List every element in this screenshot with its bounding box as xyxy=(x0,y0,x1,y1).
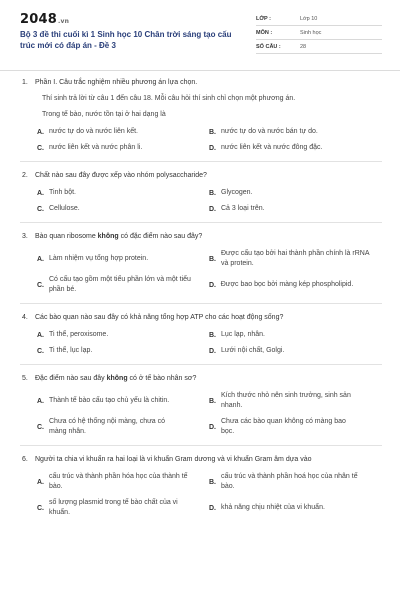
emphasis-keyword: không xyxy=(97,233,119,240)
option-text: Chưa có hệ thống nội màng, chưa có màng nhân. xyxy=(49,418,165,435)
option-text: nước tự do và nước bán tự do. xyxy=(221,128,318,135)
meta-value: Lớp 10 xyxy=(300,15,318,22)
question-text: Phần I. Câu trắc nghiệm nhiều phương án lựa chọn. xyxy=(35,79,198,86)
option-text: Được cấu tạo bởi hai thành phần chính là rRNA và protein. xyxy=(221,250,370,267)
meta-label: SỐ CÂU : xyxy=(256,43,281,50)
option-d[interactable] xyxy=(209,417,377,437)
question-divider xyxy=(20,445,382,446)
question-stem: Trong tế bào, nước tồn tại ở hai dạng là xyxy=(42,111,166,118)
option-text: nước liên kết và nước phân li. xyxy=(49,144,143,151)
option-d[interactable] xyxy=(209,346,377,356)
question-5 xyxy=(0,374,400,449)
option-a[interactable] xyxy=(37,472,209,492)
header xyxy=(20,12,382,50)
option-text: Kích thước nhỏ nên sinh trưởng, sinh sản nhanh. xyxy=(221,392,351,409)
question-text-part: có ở tế bào nhân sơ? xyxy=(127,375,197,382)
question-number: 3. xyxy=(22,233,28,240)
options xyxy=(37,391,377,437)
option-d[interactable] xyxy=(209,143,377,153)
option-text: Ti thể, lục lạp. xyxy=(49,347,93,354)
question-divider xyxy=(20,161,382,162)
option-b[interactable] xyxy=(209,391,377,411)
option-letter: D. xyxy=(209,504,216,512)
option-letter: A. xyxy=(37,478,44,486)
instruction-text: Thí sinh trả lời từ câu 1 đến câu 18. Mỗi câu hỏi thí sinh chỉ chọn một phương án. xyxy=(42,95,296,102)
option-text: Glycogen. xyxy=(221,189,253,196)
option-text: Làm nhiệm vụ tổng hợp protein. xyxy=(49,255,149,262)
logo-main: 2048 xyxy=(20,12,57,27)
option-letter: C. xyxy=(37,281,44,289)
option-b[interactable] xyxy=(209,472,377,492)
option-letter: A. xyxy=(37,128,44,136)
option-c[interactable] xyxy=(37,498,209,518)
option-text: Cả 3 loại trên. xyxy=(221,205,265,212)
option-letter: C. xyxy=(37,144,44,152)
options xyxy=(37,188,377,214)
option-letter: B. xyxy=(209,331,216,339)
option-letter: C. xyxy=(37,347,44,355)
option-a[interactable] xyxy=(37,188,209,198)
option-b[interactable] xyxy=(209,188,377,198)
emphasis-keyword: không xyxy=(106,375,128,382)
question-number: 6. xyxy=(22,456,28,463)
option-d[interactable] xyxy=(209,275,377,295)
option-letter: B. xyxy=(209,128,216,136)
question-text xyxy=(35,232,375,242)
option-letter: C. xyxy=(37,205,44,213)
question-divider xyxy=(20,222,382,223)
option-text: nước liên kết và nước đông đặc. xyxy=(221,144,323,151)
question-number: 5. xyxy=(22,375,28,382)
meta-value: 28 xyxy=(300,43,307,50)
option-text: cấu trúc và thành phần hóa học của thành tế bào. xyxy=(49,473,188,490)
option-letter: D. xyxy=(209,281,216,289)
options xyxy=(37,330,377,356)
option-a[interactable] xyxy=(37,249,209,269)
question-text-part: Đặc điểm nào sau đây xyxy=(35,375,107,382)
question-text: Chất nào sau đây được xếp vào nhóm polysaccharide? xyxy=(35,172,207,179)
question-number: 1. xyxy=(22,79,28,86)
option-text: Ti thể, peroxisome. xyxy=(49,331,109,338)
option-letter: B. xyxy=(209,189,216,197)
meta-row-class xyxy=(256,12,382,26)
option-letter: A. xyxy=(37,397,44,405)
question-divider xyxy=(20,303,382,304)
exam-meta xyxy=(256,12,382,54)
option-b[interactable] xyxy=(209,249,377,269)
question-text: Các bào quan nào sau đây có khả năng tổng hợp ATP cho các hoạt động sống? xyxy=(35,314,284,321)
option-a[interactable] xyxy=(37,127,209,137)
option-letter: C. xyxy=(37,423,44,431)
option-text: Thành tế bào cấu tạo chủ yếu là chitin. xyxy=(49,397,170,404)
meta-value: Sinh học xyxy=(300,29,322,36)
question-text xyxy=(35,374,375,384)
question-text: Người ta chia vi khuẩn ra hai loại là vi khuẩn Gram dương và vi khuẩn Gram âm dựa vào xyxy=(35,456,312,463)
question-6 xyxy=(0,455,400,521)
question-text-part: Bào quan ribosome xyxy=(35,233,98,240)
option-c[interactable] xyxy=(37,275,209,295)
question-number: 2. xyxy=(22,172,28,179)
meta-row-count xyxy=(256,40,382,54)
option-a[interactable] xyxy=(37,391,209,411)
option-letter: A. xyxy=(37,189,44,197)
options xyxy=(37,127,377,153)
option-text: nước tự do và nước liên kết. xyxy=(49,128,138,135)
option-text: Chưa các bào quan không có màng bao bọc. xyxy=(221,418,346,435)
document-title: Bộ 3 đề thi cuối kì 1 Sinh học 10 Chân trời sáng tạo cấu trúc mới có đáp án - Đề 3 xyxy=(20,30,232,50)
option-text: Được bao bọc bởi màng kép phospholipid. xyxy=(220,281,354,288)
option-text: số lượng plasmid trong tế bào chất của vi khuẩn. xyxy=(49,499,178,516)
option-text: Tinh bột. xyxy=(49,189,76,196)
option-c[interactable] xyxy=(37,204,209,214)
question-3 xyxy=(0,232,400,307)
option-letter: D. xyxy=(209,423,216,431)
option-letter: B. xyxy=(209,397,216,405)
options xyxy=(37,472,377,518)
option-text: Cellulose. xyxy=(49,205,80,212)
option-letter: D. xyxy=(209,205,216,213)
option-letter: D. xyxy=(209,144,216,152)
question-text-part: có đặc điểm nào sau đây? xyxy=(118,233,203,240)
question-number: 4. xyxy=(22,314,28,321)
option-d[interactable] xyxy=(209,498,377,518)
option-text: khả năng chịu nhiệt của vi khuẩn. xyxy=(221,504,325,511)
question-4 xyxy=(0,313,400,368)
question-list xyxy=(0,78,400,521)
option-d[interactable] xyxy=(209,204,377,214)
meta-label: LỚP : xyxy=(256,15,271,22)
option-c[interactable] xyxy=(37,417,209,437)
option-text: Lục lạp, nhân. xyxy=(221,331,265,338)
option-c[interactable] xyxy=(37,143,209,153)
options xyxy=(37,249,377,295)
option-letter: C. xyxy=(37,504,44,512)
option-letter: A. xyxy=(37,331,44,339)
option-text: cấu trúc và thành phần hoá học của nhân tế bào. xyxy=(221,473,358,490)
question-1 xyxy=(0,78,400,165)
logo-suffix: .vn xyxy=(57,18,70,25)
header-divider xyxy=(0,70,400,71)
meta-row-subject xyxy=(256,26,382,40)
option-a[interactable] xyxy=(37,330,209,340)
question-divider xyxy=(20,364,382,365)
option-b[interactable] xyxy=(209,127,377,137)
option-letter: B. xyxy=(209,255,216,263)
option-b[interactable] xyxy=(209,330,377,340)
option-text: Có cấu tạo gồm một tiểu phần lớn và một tiểu phần bé. xyxy=(49,276,191,293)
option-c[interactable] xyxy=(37,346,209,356)
meta-label: MÔN : xyxy=(256,29,273,36)
option-letter: B. xyxy=(209,478,216,486)
option-letter: D. xyxy=(209,347,216,355)
question-2 xyxy=(0,171,400,226)
option-letter: A. xyxy=(37,255,44,263)
option-text: Lưới nội chất, Golgi. xyxy=(221,347,285,354)
